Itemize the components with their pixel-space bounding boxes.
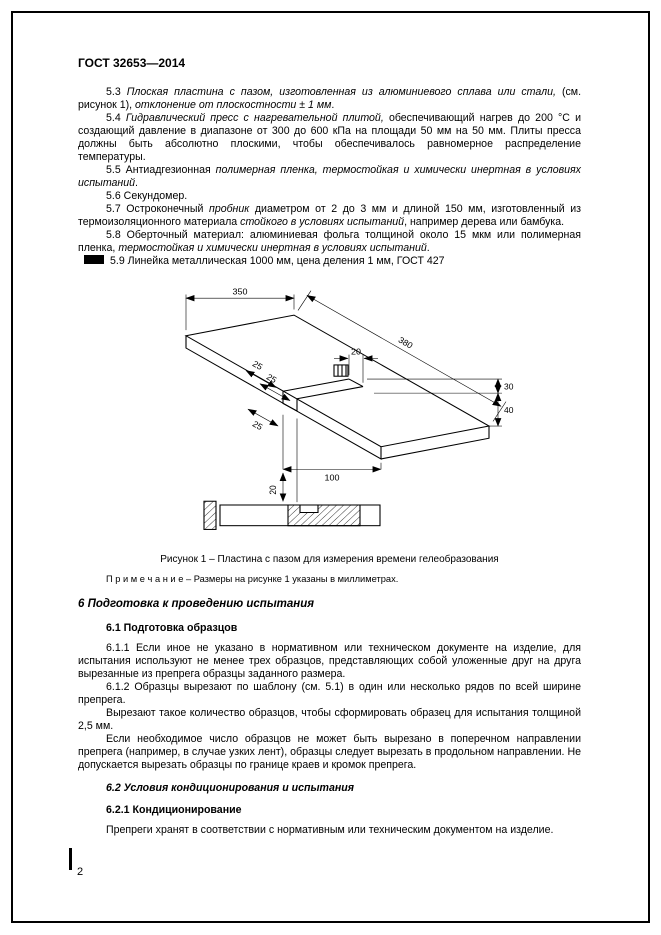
text-run: пробник	[208, 203, 250, 215]
paragraph-5-7	[78, 203, 581, 229]
document-title: ГОСТ 32653—2014	[78, 56, 186, 70]
dim-100-label: 100	[324, 472, 340, 483]
text-run: обеспечивающий нагрев до 200 °С и создающий давление в диапазоне от 300 до 600 кПа на площади 50 мм на 50 мм. Плиты пресса должны быть абсолютно плоскими, чтобы обеспечивалось равномерное распределение температуры.	[78, 112, 582, 163]
section-view	[204, 501, 380, 529]
dimension-lines	[186, 291, 506, 503]
figure-1-note: П р и м е ч а н и е – Размеры на рисунке 1 указаны в миллиметрах.	[106, 574, 399, 584]
change-marker-bar-bottom	[69, 848, 72, 870]
paragraph-5-8	[78, 229, 581, 255]
text-run: 5.7 Остроконечный	[106, 203, 209, 215]
figure-1-caption: Рисунок 1 – Пластина с пазом для измерения времени гелеобразования	[160, 554, 499, 565]
paragraph-5-3	[78, 86, 581, 112]
section-6-2-1-heading: 6.2.1 Кондиционирование	[106, 804, 242, 816]
dim-20-top-label: 20	[351, 346, 361, 357]
section-6-2-heading: 6.2 Условия кондиционирования и испытания	[106, 782, 354, 794]
dim-25a-label: 25	[250, 358, 265, 372]
text-run: 5.5 Антиадгезионная	[106, 164, 216, 176]
text-run: , например дерева или бамбука.	[404, 216, 565, 228]
paragraph-6-1-1: 6.1.1 Если иное не указано в нормативном или техническом документе на изделие, для испытания используют не менее трех образцов, представляющих собой уложенные друг на друга вырезанные из препрега образцы заданного размера.	[78, 642, 581, 680]
text-run: стойкого в условиях испытаний	[240, 216, 405, 228]
text-run: .	[331, 99, 335, 111]
page-number: 2	[77, 866, 84, 878]
text-run: Плоская пластина с пазом, изготовленная из алюминиевого сплава или стали,	[126, 86, 556, 98]
section-6-1-heading: 6.1 Подготовка образцов	[106, 622, 238, 634]
text-run: Гидравлический пресс с нагревательной плитой,	[125, 112, 384, 124]
section-6-heading: 6 Подготовка к проведению испытания	[78, 598, 315, 610]
dim-25b-label: 25	[264, 371, 279, 386]
paragraph-5-4	[78, 112, 581, 164]
paragraph-6-2-1: Препреги хранят в соответствии с нормативным или техническим документом на изделие.	[106, 824, 554, 836]
paragraph-6-1-2: 6.1.2 Образцы вырезают по шаблону (см. 5.1) в один или несколько рядов по всей ширине препрега.	[78, 681, 581, 706]
paragraph-5-5	[78, 164, 581, 190]
dimension-labels	[233, 287, 514, 495]
page-content	[78, 56, 581, 837]
text-run: диаметром от 2 до 3 мм и длиной 150 мм, изготовленный из термоизоляционного материала	[78, 203, 581, 228]
paragraph-5-9	[78, 255, 581, 268]
change-marker-bar	[84, 255, 104, 264]
dim-350-label: 350	[232, 286, 248, 297]
text-run: 5.4	[106, 112, 126, 124]
text-run: .	[135, 177, 138, 189]
text-run: .	[426, 242, 430, 254]
plate-outline	[186, 315, 489, 459]
text-run: 5.9 Линейка металлическая 1000 мм, цена деления 1 мм, ГОСТ 427	[110, 255, 445, 267]
figure-1	[148, 270, 581, 552]
dim-380-label: 380	[396, 334, 415, 351]
dim-25c-label: 25	[250, 418, 265, 433]
text-run: 5.6 Секундомер.	[106, 190, 188, 202]
text-run: термостойкая и химически инертная в условиях испытаний	[118, 242, 427, 254]
text-run: 5.3	[106, 86, 127, 98]
paragraph-5-6	[78, 190, 581, 203]
text-run: отклонение от плоскостности ± 1 мм	[135, 99, 332, 111]
dim-20-bottom-label: 20	[267, 485, 279, 495]
dim-30-label: 30	[503, 382, 514, 392]
text-run: полимерная пленка, термостойкая и химически инертная в условиях испытаний	[78, 164, 581, 189]
text-run: 5.8 Оберточный материал: алюминиевая фольга толщиной около 15 мкм или полимерная пленка,	[78, 229, 581, 254]
paragraph-6-1-2c: Если необходимое число образцов не может быть вырезано в поперечном направлении препрега (например, в случае узких лент), образцы следует вырезать в продольном направлении. Не допускается вырезать образцы по границе краев и кромок препрега.	[78, 733, 581, 771]
paragraph-6-1-2b: Вырезают такое количество образцов, чтобы сформировать образец для испытания толщиной 2,5 мм.	[78, 707, 581, 732]
figure-1-drawing	[148, 270, 528, 552]
text-run: (см. рисунок 1),	[78, 86, 582, 111]
dim-40-label: 40	[503, 406, 514, 415]
